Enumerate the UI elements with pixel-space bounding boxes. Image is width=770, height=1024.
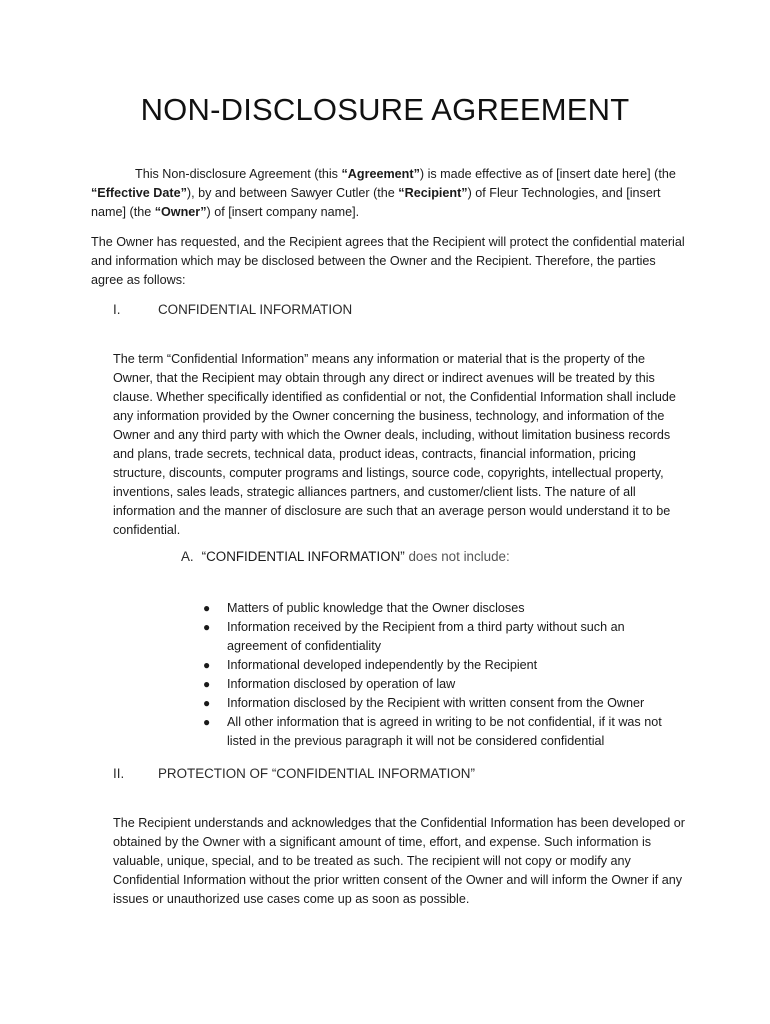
bullet-icon: ● xyxy=(203,696,211,710)
subsection-a-heading xyxy=(181,549,510,564)
list-item xyxy=(201,694,686,713)
subsection-a-letter: A. xyxy=(181,549,194,564)
list-item-text: Information disclosed by operation of law xyxy=(227,677,456,691)
list-item-text: Matters of public knowledge that the Owner discloses xyxy=(227,601,525,615)
intro-text-1: This Non-disclosure Agreement (this xyxy=(135,167,342,181)
exclusions-list xyxy=(201,599,686,751)
intro-text-5: ) of [insert company name]. xyxy=(206,205,360,219)
list-item xyxy=(201,675,686,694)
subsection-a-term: “CONFIDENTIAL INFORMATION” xyxy=(201,549,405,564)
section-2-heading xyxy=(113,766,613,786)
bullet-icon: ● xyxy=(203,601,211,615)
section-1-heading xyxy=(113,302,613,322)
bullet-icon: ● xyxy=(203,658,211,672)
bullet-icon: ● xyxy=(203,620,211,634)
recipient-term: “Recipient” xyxy=(398,186,468,200)
section-1-title: CONFIDENTIAL INFORMATION xyxy=(158,302,353,317)
list-item-text: Information received by the Recipient from a third party without such an agreement of confidentiality xyxy=(227,620,625,653)
bullet-icon: ● xyxy=(203,715,211,729)
intro-text-2: ) is made effective as of [insert date here] (the xyxy=(419,167,676,181)
document-title: NON-DISCLOSURE AGREEMENT xyxy=(140,92,630,127)
list-item xyxy=(201,618,686,656)
section-1-body: The term “Confidential Information” means any information or material that is the property of the Owner, that the Recipient may obtain through any direct or indirect avenues will be treated by this clause. Whether specifically identified as confidential or not, the Confidential Information shall include any information provided by the Owner concerning the business, technology, and information of the Owner and any third party with which the Owner deals, including, without limitation business records and plans, trade secrets, technical data, product ideas, contracts, financial information, pricing structure, discounts, computer programs and listings, source code, copyrights, intellectual property, inventions, sales leads, strategic alliances partners, and customer/client lists. The nature of all information and the manner of disclosure are such that an average person would understand it to be confidential. xyxy=(113,352,676,537)
bullet-icon: ● xyxy=(203,677,211,691)
section-1-number: I. xyxy=(113,302,121,317)
subsection-a-rest: does not include: xyxy=(404,549,510,564)
list-item-text: Information disclosed by the Recipient with written consent from the Owner xyxy=(227,696,645,710)
list-item-text: Informational developed independently by the Recipient xyxy=(227,658,538,672)
list-item xyxy=(201,713,686,751)
section-2-number: II. xyxy=(113,766,125,781)
list-item-text: All other information that is agreed in writing to be not confidential, if it was not listed in the previous paragraph it will not be considered confidential xyxy=(227,715,662,748)
effective-date-term: “Effective Date” xyxy=(91,186,187,200)
owner-term: “Owner” xyxy=(154,205,207,219)
intro-text-4: ) of Fleur Technologies, and [insert name] (the xyxy=(91,186,661,219)
section-2-title: PROTECTION OF “CONFIDENTIAL INFORMATION” xyxy=(158,766,475,781)
list-item xyxy=(201,599,686,618)
section-2-body: The Recipient understands and acknowledges that the Confidential Information has been developed or obtained by the Owner with a significant amount of time, effort, and expense. Such information is valuable, unique, special, and to be treated as such. The recipient will not copy or modify any Confidential Information without the prior written consent of the Owner and will inform the Owner if any issues or unauthorized use cases come up as soon as possible. xyxy=(113,816,685,906)
agreement-term: “Agreement” xyxy=(341,167,420,181)
intro-paragraph xyxy=(91,165,691,222)
list-item xyxy=(201,656,686,675)
owner-request-paragraph: The Owner has requested, and the Recipient agrees that the Recipient will protect the confidential material and information which may be disclosed between the Owner and the Recipient. Therefore, the parties agree as follows: xyxy=(91,235,685,287)
intro-text-3: ), by and between Sawyer Cutler (the xyxy=(186,186,399,200)
